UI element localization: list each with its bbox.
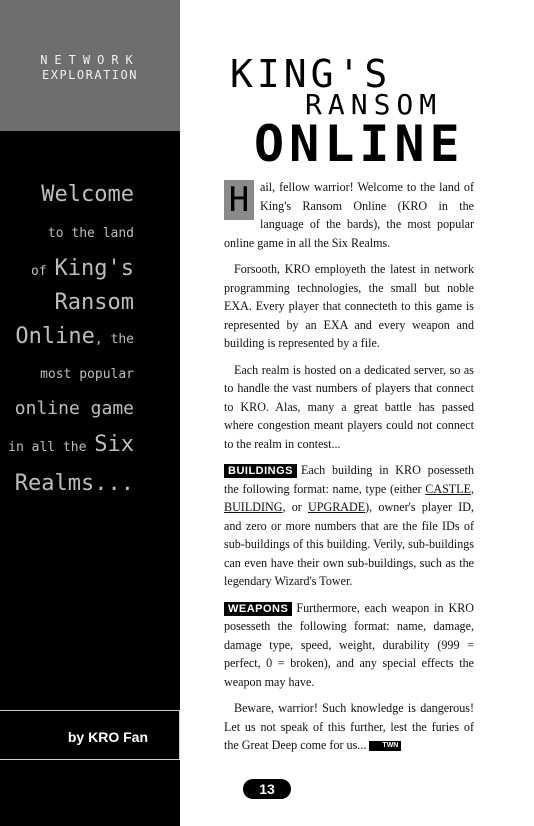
article-body — [224, 178, 474, 763]
end-mark: TWN — [369, 741, 401, 751]
welcome-line: most popular — [40, 367, 134, 382]
paragraph-text: Furthermore, each weapon in KRO posesseth the following format: name, damage, damage type, speed, weight, durability (999 = perfect, 0 = broken), and any special effects the weapon may have. — [224, 600, 474, 689]
paragraph-text: ail, fellow warrior! Welcome to the land of King's Ransom Online (KRO in the language of the bards), the most popular online game in all the Six Realms. — [224, 180, 474, 250]
paragraph — [224, 178, 474, 252]
welcome-line — [31, 256, 134, 281]
welcome-fragment: King's — [54, 256, 134, 281]
paragraph-text: Each building in KRO posesseth the following format: name, type (either — [224, 463, 474, 496]
paragraph: Forsooth, KRO employeth the latest in network programming technologies, the small but noble EXA. Every player that connecteth to this game is represented by an EXA and every weapon and building is represented by a file. — [224, 262, 474, 350]
sidebar — [0, 0, 180, 826]
building-keyword: BUILDING — [224, 500, 283, 514]
title-line2: RANSOM — [305, 88, 443, 121]
paragraph-text: Beware, warrior! Such knowledge is dangerous! Let us not speak of this further, lest the furies of the Great Deep come for us... — [224, 701, 474, 752]
upgrade-keyword: UPGRADE — [308, 500, 366, 514]
welcome-fragment: Six — [94, 432, 134, 457]
paragraph-text: , — [470, 481, 474, 496]
welcome-line: Realms... — [14, 471, 134, 496]
castle-keyword: CASTLE — [425, 481, 471, 496]
welcome-line: to the land — [47, 226, 134, 241]
welcome-line — [15, 324, 134, 349]
section-header — [0, 0, 180, 131]
drop-cap: H — [224, 180, 254, 220]
welcome-fragment: in all the — [8, 440, 95, 455]
section-title-line1: NETWORK — [40, 53, 140, 67]
welcome-fragment: of — [31, 264, 55, 279]
paragraph-text: ), owner's player ID, and zero or more numbers that are the file IDs of sub-buildings of this building. Verily, sub-buildings can even have their own sub-buildings, such as the legendary Wizard's Tower. — [224, 500, 474, 588]
welcome-line — [8, 432, 134, 457]
welcome-line: Ransom — [54, 290, 134, 315]
paragraph-text: , or — [282, 500, 309, 514]
byline: by KRO Fan — [67, 729, 148, 745]
page-number: 13 — [243, 779, 291, 799]
section-title-line2: EXPLORATION — [42, 68, 138, 82]
paragraph — [224, 599, 474, 692]
welcome-fragment: Online — [15, 324, 95, 349]
welcome-line: Welcome — [41, 182, 134, 207]
buildings-tag: BUILDINGS — [224, 464, 297, 478]
paragraph: Each realm is hosted on a dedicated server, so as to handle the vast numbers of players that connect to KRO. Alas, many a great battle has passed where congestion meant players could not connect to the realm in contest... — [224, 362, 474, 451]
title-line3: ONLINE — [254, 115, 465, 173]
paragraph — [224, 461, 474, 591]
welcome-line: online game — [14, 398, 134, 419]
title-line1: KING'S — [230, 52, 392, 96]
welcome-fragment: , the — [94, 332, 134, 347]
weapons-tag: WEAPONS — [224, 602, 292, 616]
paragraph — [224, 699, 474, 755]
